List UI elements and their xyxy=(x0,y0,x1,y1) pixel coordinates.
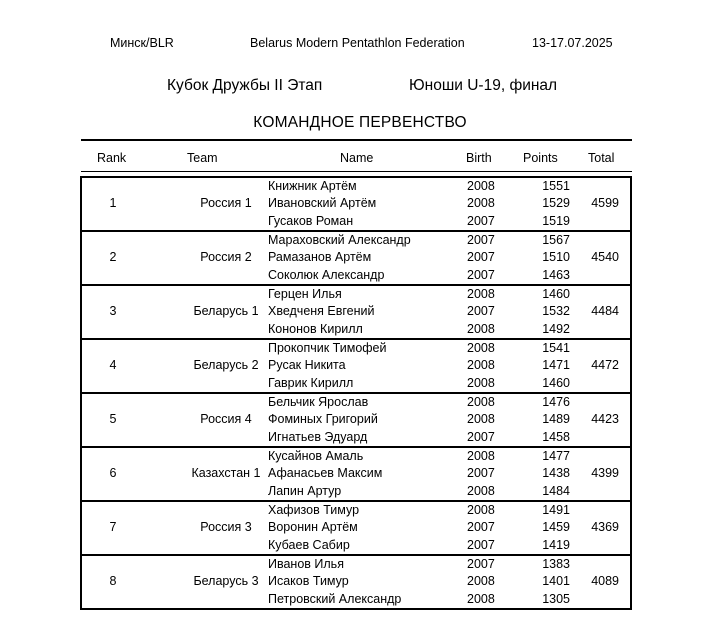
col-header-team: Team xyxy=(187,151,218,165)
athlete-name: Петровский Александр xyxy=(268,591,402,606)
athlete-birth: 2008 xyxy=(467,358,495,373)
athlete-birth: 2007 xyxy=(467,304,495,319)
team-total: 4423 xyxy=(591,412,619,426)
col-header-birth: Birth xyxy=(466,151,492,165)
athlete-points: 1551 xyxy=(542,179,570,193)
athlete-name: Книжник Артём xyxy=(268,179,357,193)
athlete-birth: 2008 xyxy=(467,574,495,589)
athlete-points: 1383 xyxy=(542,557,570,571)
athlete-points: 1484 xyxy=(542,483,570,498)
athlete-birth: 2007 xyxy=(467,213,495,228)
athlete-name: Герцен Илья xyxy=(268,287,342,301)
athlete-points: 1438 xyxy=(542,466,570,481)
team-group xyxy=(80,285,632,339)
athlete-birth: 2008 xyxy=(467,196,495,211)
athlete-points: 1477 xyxy=(542,449,570,463)
header-city: Минск/BLR xyxy=(110,36,174,50)
athlete-points: 1532 xyxy=(542,304,570,319)
athlete-name: Кусайнов Амаль xyxy=(268,449,364,463)
athlete-birth: 2008 xyxy=(467,395,495,409)
athlete-name: Хведченя Евгений xyxy=(268,304,375,319)
team-name: Россия 3 xyxy=(200,520,252,534)
team-name: Казахстан 1 xyxy=(191,466,261,480)
team-name: Беларусь 3 xyxy=(193,574,259,588)
team-name: Россия 1 xyxy=(200,196,252,210)
team-group xyxy=(80,231,632,285)
athlete-points: 1510 xyxy=(542,250,570,265)
team-rank: 1 xyxy=(109,196,117,210)
athlete-points: 1460 xyxy=(542,287,570,301)
team-results-table xyxy=(80,176,632,610)
athlete-name: Гаврик Кирилл xyxy=(268,375,354,390)
team-total: 4599 xyxy=(591,196,619,210)
team-group xyxy=(80,393,632,447)
athlete-birth: 2008 xyxy=(467,321,495,336)
athlete-name: Гусаков Роман xyxy=(268,213,354,228)
athlete-name: Соколюк Александр xyxy=(268,267,385,282)
athlete-points: 1419 xyxy=(542,537,570,552)
athlete-points: 1492 xyxy=(542,321,570,336)
athlete-points: 1459 xyxy=(542,520,570,535)
team-group xyxy=(80,501,632,555)
athlete-birth: 2008 xyxy=(467,179,495,193)
athlete-birth: 2007 xyxy=(467,429,495,444)
athlete-name: Бельчик Ярослав xyxy=(268,395,369,409)
athlete-points: 1489 xyxy=(542,412,570,427)
athlete-birth: 2007 xyxy=(467,557,495,571)
athlete-points: 1567 xyxy=(542,233,570,247)
athlete-birth: 2008 xyxy=(467,341,495,355)
athlete-birth: 2007 xyxy=(467,466,495,481)
header-dates: 13-17.07.2025 xyxy=(532,36,613,50)
athlete-name: Игнатьев Эдуард xyxy=(268,429,368,444)
athlete-points: 1491 xyxy=(542,503,570,517)
athlete-birth: 2008 xyxy=(467,287,495,301)
team-group xyxy=(80,339,632,393)
team-name: Россия 2 xyxy=(200,250,252,264)
team-total: 4399 xyxy=(591,466,619,480)
athlete-birth: 2007 xyxy=(467,537,495,552)
athlete-birth: 2008 xyxy=(467,412,495,427)
athlete-birth: 2008 xyxy=(467,483,495,498)
competition-title: Кубок Дружбы II Этап xyxy=(167,77,323,94)
col-header-total: Total xyxy=(588,151,615,165)
athlete-birth: 2007 xyxy=(467,267,495,282)
athlete-name: Мараховский Александр xyxy=(268,233,411,247)
team-name: Беларусь 1 xyxy=(193,304,259,318)
team-total: 4089 xyxy=(591,574,619,588)
header-federation: Belarus Modern Pentathlon Federation xyxy=(250,36,465,50)
athlete-name: Кубаев Сабир xyxy=(268,537,350,552)
team-total: 4369 xyxy=(591,520,619,534)
athlete-birth: 2008 xyxy=(467,375,495,390)
athlete-birth: 2008 xyxy=(467,591,495,606)
athlete-name: Хафизов Тимур xyxy=(268,503,360,517)
team-name: Беларусь 2 xyxy=(193,358,259,372)
athlete-points: 1471 xyxy=(542,358,570,373)
team-rank: 3 xyxy=(109,304,117,318)
athlete-name: Ивановский Артём xyxy=(268,196,377,211)
athlete-name: Исаков Тимур xyxy=(268,574,349,589)
header-rule xyxy=(81,171,632,172)
team-total: 4540 xyxy=(591,250,619,264)
athlete-name: Русак Никита xyxy=(268,358,346,373)
athlete-name: Лапин Артур xyxy=(268,483,342,498)
athlete-birth: 2008 xyxy=(467,503,495,517)
athlete-birth: 2007 xyxy=(467,520,495,535)
athlete-name: Воронин Артём xyxy=(268,520,358,535)
athlete-name: Афанасьев Максим xyxy=(268,466,383,481)
team-total: 4484 xyxy=(591,304,619,318)
team-group xyxy=(80,555,632,610)
athlete-points: 1305 xyxy=(542,591,570,606)
athlete-points: 1529 xyxy=(542,196,570,211)
col-header-name: Name xyxy=(340,151,374,165)
athlete-points: 1458 xyxy=(542,429,570,444)
col-header-points: Points xyxy=(523,151,558,165)
athlete-name: Прокопчик Тимофей xyxy=(268,341,387,355)
athlete-points: 1541 xyxy=(542,341,570,355)
athlete-points: 1519 xyxy=(542,213,570,228)
athlete-points: 1401 xyxy=(542,574,570,589)
team-rank: 8 xyxy=(109,574,117,588)
athlete-name: Иванов Илья xyxy=(268,557,344,571)
table-top-rule xyxy=(81,139,632,141)
section-title: КОМАНДНОЕ ПЕРВЕНСТВО xyxy=(253,114,467,131)
athlete-points: 1476 xyxy=(542,395,570,409)
team-name: Россия 4 xyxy=(200,412,252,426)
athlete-points: 1463 xyxy=(542,267,570,282)
athlete-points: 1460 xyxy=(542,375,570,390)
athlete-birth: 2007 xyxy=(467,233,495,247)
team-total: 4472 xyxy=(591,358,619,372)
athlete-name: Кононов Кирилл xyxy=(268,321,363,336)
athlete-name: Рамазанов Артём xyxy=(268,250,372,265)
team-group xyxy=(80,447,632,501)
team-group xyxy=(80,176,632,231)
team-rank: 5 xyxy=(109,412,117,426)
athlete-birth: 2008 xyxy=(467,449,495,463)
team-rank: 7 xyxy=(109,520,117,534)
athlete-name: Фоминых Григорий xyxy=(268,412,378,427)
team-rank: 2 xyxy=(109,250,117,264)
team-rank: 4 xyxy=(109,358,117,372)
team-rank: 6 xyxy=(109,466,117,480)
competition-category: Юноши U-19, финал xyxy=(409,77,558,94)
col-header-rank: Rank xyxy=(97,151,127,165)
athlete-birth: 2007 xyxy=(467,250,495,265)
